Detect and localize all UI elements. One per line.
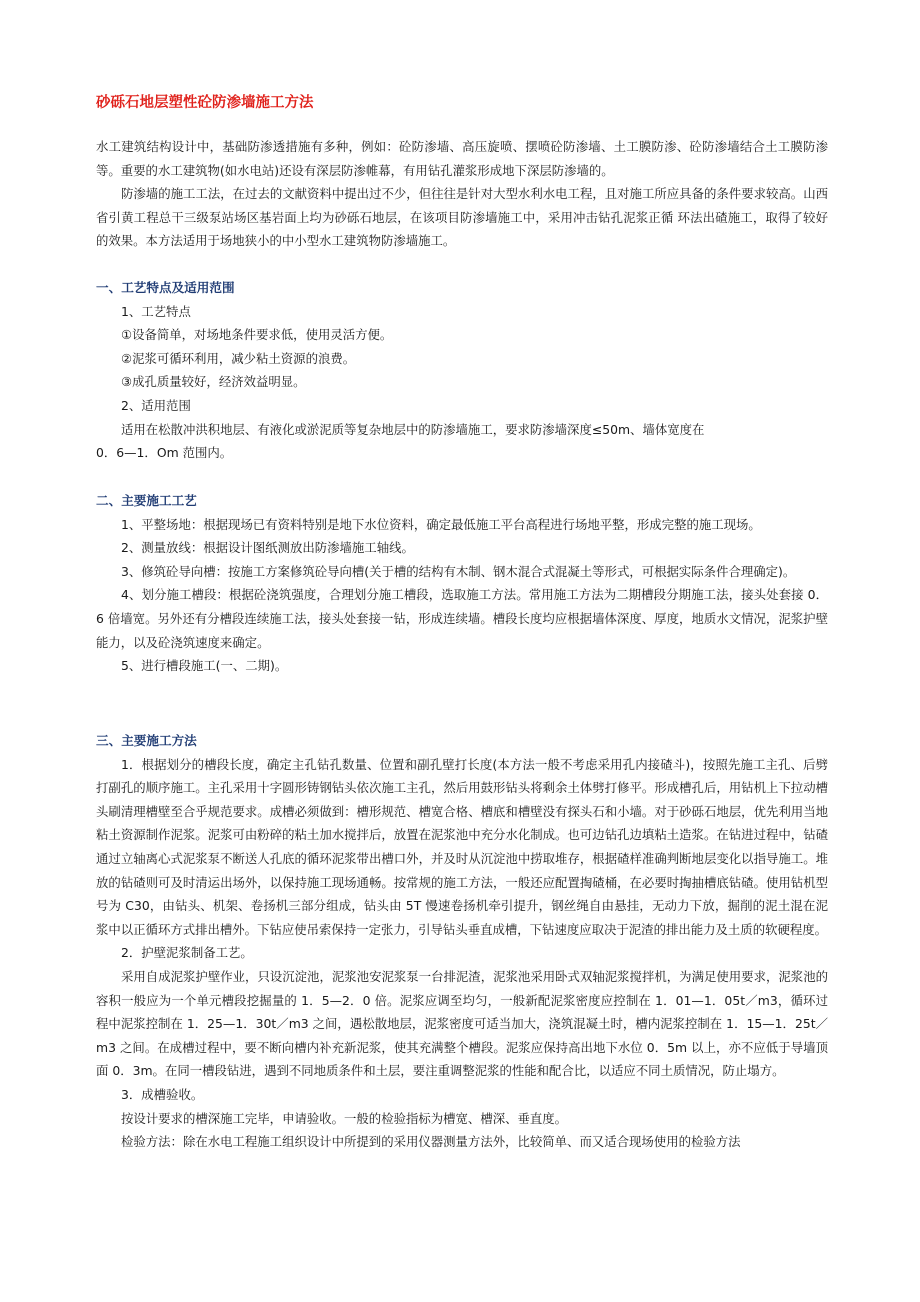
method-subtitle-2: 2．护壁泥浆制备工艺。 (121, 945, 253, 961)
process-step: 5、进行槽段施工(一、二期)。 (121, 658, 288, 674)
method-paragraph-3: 按设计要求的槽深施工完毕，申请验收。一般的检验指标为槽宽、槽深、垂直度。 (121, 1110, 568, 1126)
method-paragraph-1: 1．根据划分的槽段长度，确定主孔钻孔数量、位置和副孔壁打长度(本方法一般不考虑采用孔内接碴斗)，按照先施工主孔、后劈打副孔的顺序施工。主孔采用十字圆形铸钢钻头依次施工主孔，然后用鼓形钻头将剩余土体劈打修平。形成槽孔后，用钻机上下拉动槽头刷清理槽壁至合乎规范要求。成槽必须做到：槽形规范、槽宽合格、槽底和槽壁没有探头石和小墙。对于砂砾石地层，优先利用当地粘土资源制作泥浆。泥浆可由粉碎的粘土加水搅拌后，放置在泥浆池中充分水化制成。也可边钻孔边填粘土造浆。在钻进过程中，钻碴通过立轴离心式泥浆泵不断送人孔底的循环泥浆带出槽口外，并及时从沉淀池中捞取堆存，根据碴样准确判断地层变化以指导施工。堆放的钻碴则可及时清运出场外，以保持施工现场通畅。按常规的施工方法，一般还应配置掏碴桶，在必要时掏抽槽底钻碴。使用钻机型号为 C30，由钻头、机架、卷扬机三部分组成，钻头由 5T 慢速卷扬机牵引提升，钢丝绳自由悬挂，无动力下放，掘削的泥土混在泥浆中以正循环方式排出槽外。下钻应使吊索保持一定张力，引导钻头垂直成槽，下钻速度应取决于泥渣的排出能力及土质的软硬程度。 (96, 756, 828, 937)
section-2 (96, 489, 828, 678)
intro-paragraph-2: 防渗墙的施工工法，在过去的文献资料中提出过不少，但往往是针对大型水利水电工程，且对施工所应具备的条件要求较高。山西省引黄工程总干三级泵站场区基岩面上均为砂砾石地层，在该项目防渗墙施工中，采用冲击钻孔泥浆正循 环法出碴施工，取得了较好的效果。本方法适用于场地狭小的中小型水工建筑物防渗墙施工。 (96, 186, 828, 249)
scope-line-2: 0．6—1．Om 范围内。 (96, 445, 233, 461)
intro-paragraph-1: 水工建筑结构设计中，基础防渗透措施有多种，例如：砼防渗墙、高压旋喷、摆喷砼防渗墙、土工膜防渗、砼防渗墙结合土工膜防渗等。重要的水工建筑物(如水电站)还设有深层防渗帷幕，有用钻孔灌浆形成地下深层防渗墙的。 (96, 139, 828, 178)
method-subtitle-3: 3．成槽验收。 (121, 1086, 204, 1102)
section-1 (96, 276, 828, 465)
process-step: 3、修筑砼导向槽：按施工方案修筑砼导向槽(关于槽的结构有木制、钢木混合式混凝土等形式，可根据实际条件合理确定)。 (121, 563, 796, 579)
feature-item: ③成孔质量较好，经济效益明显。 (121, 374, 306, 390)
feature-item: ②泥浆可循环利用，减少粘土资源的浪费。 (121, 350, 356, 366)
scope-line-1: 适用在松散冲洪积地层、有液化或淤泥质等复杂地层中的防渗墙施工，要求防渗墙深度≤50m、墙体宽度在 (121, 421, 705, 437)
feature-item: ①设备简单，对场地条件要求低，使用灵活方便。 (121, 327, 393, 343)
section-3 (96, 729, 828, 1154)
section-2-heading: 二、主要施工工艺 (96, 493, 197, 508)
method-paragraph-2: 采用自成泥浆护壁作业，只设沉淀池，泥浆池安泥浆泵一台排泥渣，泥浆池采用卧式双轴泥浆搅拌机，为满足使用要求，泥浆池的容积一般应为一个单元槽段挖掘量的 1．5—2．0 倍。泥浆应调至均匀，一般新配泥浆密度应控制在 1．01—1．05t／m3，循环过程中泥浆控制在 1．25—1．30t／m3 之间，遇松散地层，泥浆密度可适当加大，浇筑混凝土时，槽内泥浆控制在 1．15—1．25t／m3 之间。在成槽过程中，要不断向槽内补充新泥浆，使其充满整个槽段。泥浆应保持高出地下水位 0．5m 以上，亦不应低于导墙顶面 0．3m。在同一槽段钻进，遇到不同地质条件和土层，要注重调整泥浆的性能和配合比，以适应不同土质情况，防止塌方。 (96, 968, 828, 1079)
method-paragraph-4: 检验方法：除在水电工程施工组织设计中所提到的采用仪器测量方法外，比较简单、而又适合现场使用的检验方法 (121, 1134, 741, 1150)
section-1-sub-1: 1、工艺特点 (121, 303, 191, 319)
section-3-heading: 三、主要施工方法 (96, 733, 197, 748)
process-step: 1、平整场地：根据现场已有资料特别是地下水位资料，确定最低施工平台高程进行场地平整，形成完整的施工现场。 (121, 516, 761, 532)
intro-section (96, 135, 828, 253)
document-title: 砂砾石地层塑性砼防渗墙施工方法 (96, 95, 314, 111)
section-1-heading: 一、工艺特点及适用范围 (96, 280, 235, 295)
process-step: 4、划分施工槽段：根据砼浇筑强度，合理划分施工槽段，选取施工方法。常用施工方法为二期槽段分期施工法，接头处套接 0．6 倍墙宽。另外还有分槽段连续施工法，接头处套接一钻，形成连续墙。槽段长度均应根据墙体深度、厚度，地质水文情况，泥浆护壁能力，以及砼浇筑速度来确定。 (96, 587, 828, 650)
process-step: 2、测量放线：根据设计图纸测放出防渗墙施工轴线。 (121, 540, 414, 556)
section-1-sub-2: 2、适用范围 (121, 397, 191, 413)
